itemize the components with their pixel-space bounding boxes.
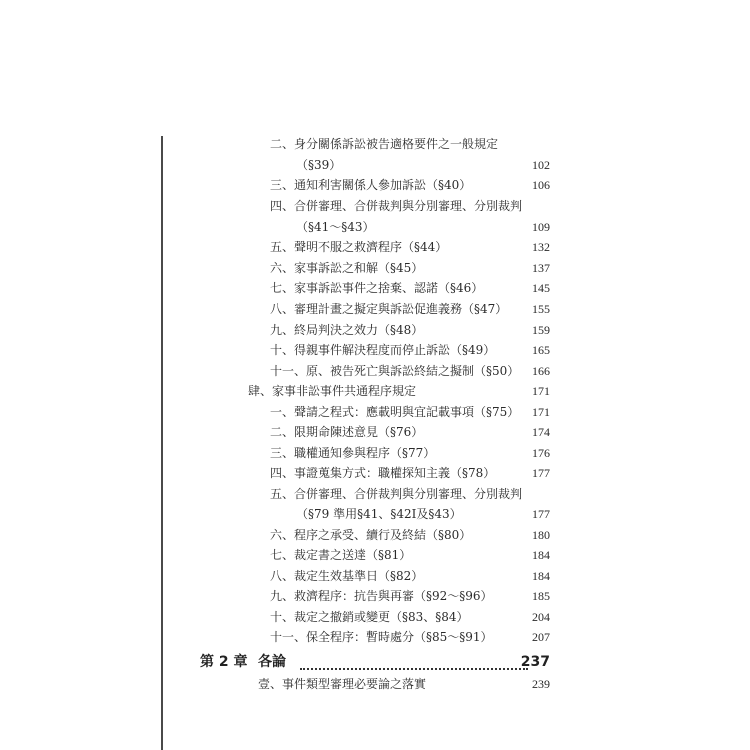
toc-entry <box>0 258 750 278</box>
toc-entry-title: 三、通知利害關係人參加訴訟（§40） <box>270 178 472 192</box>
toc-entry-title: （§39） <box>296 158 342 172</box>
toc-entry-page: 239 <box>532 677 550 691</box>
toc-entry <box>0 504 750 524</box>
toc-entry-title: 六、家事訴訟之和解（§45） <box>270 261 424 275</box>
toc-entry-title: 六、程序之承受、續行及終結（§80） <box>270 528 472 542</box>
toc-entry-page: 137 <box>532 261 550 275</box>
toc-entry <box>0 607 750 627</box>
toc-entry-page: 109 <box>532 220 550 234</box>
toc-section <box>0 674 750 694</box>
toc-entry <box>0 627 750 647</box>
toc-entry-page: 171 <box>532 405 550 419</box>
chapter-title: 各論 <box>258 654 286 670</box>
toc-entry-page: 177 <box>532 507 550 521</box>
chapter-page: 237 <box>520 654 550 670</box>
toc-entry <box>0 217 750 237</box>
toc-entry-title: 九、救濟程序：抗告與再審（§92～§96） <box>270 589 493 603</box>
toc-entry-title: 一、聲請之程式：應載明與宜記載事項（§75） <box>270 405 520 419</box>
toc-entry-page: 159 <box>532 323 550 337</box>
toc-section-title: 肆、家事非訟事件共通程序規定 <box>248 384 417 398</box>
toc-entry-page: 174 <box>532 425 550 439</box>
toc-entry-page: 171 <box>532 384 550 398</box>
toc-entry-title: 十一、原、被告死亡與訴訟終結之擬制（§50） <box>270 364 520 378</box>
toc-entry <box>0 134 750 154</box>
toc-entry <box>0 566 750 586</box>
toc-entry <box>0 155 750 175</box>
toc-entry-title: （§41～§43） <box>296 220 375 234</box>
toc-entry <box>0 196 750 216</box>
toc-entry-title: 十一、保全程序：暫時處分（§85～§91） <box>270 630 493 644</box>
toc-entry <box>0 320 750 340</box>
toc-entry-page: 145 <box>532 281 550 295</box>
toc-section <box>0 381 750 401</box>
toc-entry-page: 204 <box>532 610 550 624</box>
toc-entry-page: 166 <box>532 364 550 378</box>
toc-entry-title: 八、裁定生效基準日（§82） <box>270 569 424 583</box>
toc-entry-title: 七、裁定書之送達（§81） <box>270 548 412 562</box>
toc-entry <box>0 545 750 565</box>
toc-entry-title: 七、家事訴訟事件之捨棄、認諾（§46） <box>270 281 484 295</box>
toc-entry-title: 三、職權通知參與程序（§77） <box>270 446 436 460</box>
toc-entry-title: 十、裁定之撤銷或變更（§83、§84） <box>270 610 469 624</box>
toc-entry <box>0 278 750 298</box>
toc-entry-title: 九、終局判決之效力（§48） <box>270 323 424 337</box>
toc-entry <box>0 422 750 442</box>
toc-entry-page: 165 <box>532 343 550 357</box>
toc-entry <box>0 402 750 422</box>
toc-entry-page: 176 <box>532 446 550 460</box>
toc-entry-page: 132 <box>532 240 550 254</box>
toc-entry-page: 106 <box>532 178 550 192</box>
toc-entry-page: 180 <box>532 528 550 542</box>
toc-entry-title: 二、身分關係訴訟被告適格要件之一般規定 <box>270 137 499 151</box>
toc-entry <box>0 443 750 463</box>
toc-entry-page: 177 <box>532 466 550 480</box>
toc-entry <box>0 463 750 483</box>
toc-entry-title: 八、審理計畫之擬定與訴訟促進義務（§47） <box>270 302 508 316</box>
toc-entry-page: 184 <box>532 569 550 583</box>
toc-entry <box>0 586 750 606</box>
toc-entry-page: 102 <box>532 158 550 172</box>
toc-entry-title: 四、合併審理、合併裁判與分別審理、分別裁判 <box>270 199 523 213</box>
toc-entry <box>0 237 750 257</box>
toc-entry <box>0 299 750 319</box>
toc-entry-title: 五、聲明不服之救濟程序（§44） <box>270 240 448 254</box>
toc-entry-title: （§79 準用§41、§42Ⅰ及§43） <box>296 507 462 521</box>
toc-entry <box>0 361 750 381</box>
toc-entry-title: 四、事證蒐集方式：職權探知主義（§78） <box>270 466 496 480</box>
dot-leader <box>300 654 528 670</box>
toc-chapter <box>0 650 750 674</box>
toc-section-title: 壹、事件類型審理必要論之落實 <box>258 677 427 691</box>
toc-entry-page: 207 <box>532 630 550 644</box>
toc-entry-page: 155 <box>532 302 550 316</box>
toc-entry-title: 十、得親事件解決程度而停止訴訟（§49） <box>270 343 496 357</box>
toc-entry <box>0 484 750 504</box>
toc-entry <box>0 175 750 195</box>
chapter-number: 第 2 章 <box>200 654 248 670</box>
toc-entry <box>0 525 750 545</box>
toc-entry-title: 五、合併審理、合併裁判與分別審理、分別裁判 <box>270 487 523 501</box>
toc-entry-title: 二、限期命陳述意見（§76） <box>270 425 424 439</box>
toc-entry-page: 184 <box>532 548 550 562</box>
toc-entry <box>0 340 750 360</box>
toc-entry-page: 185 <box>532 589 550 603</box>
